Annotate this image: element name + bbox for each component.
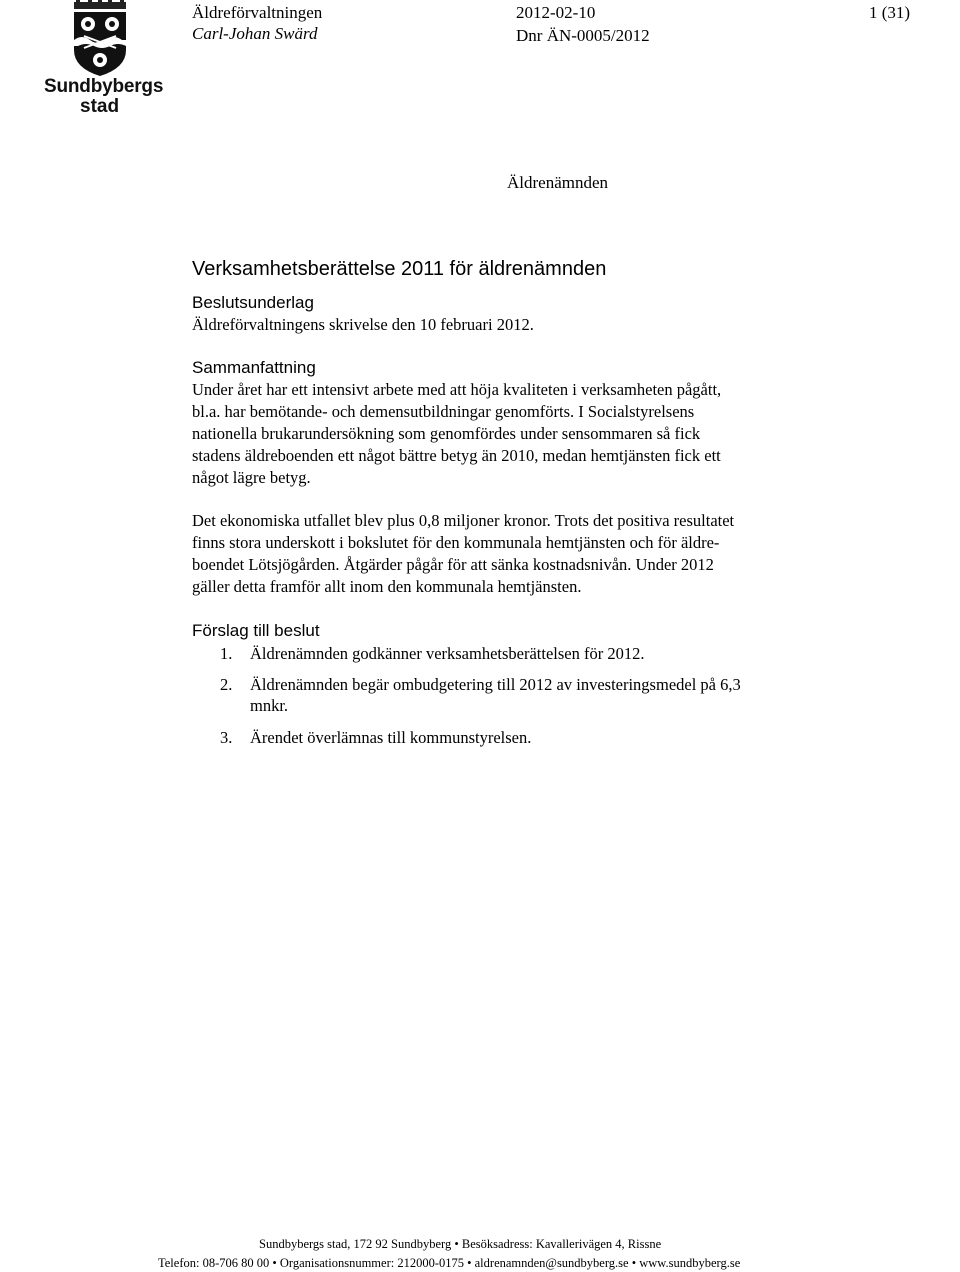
proposal-item-line: Äldrenämnden godkänner verksamhetsberättelsen för 2012. <box>250 644 645 663</box>
logo-text-line1: Sundbybergs <box>44 76 164 97</box>
proposal-item-line: Äldrenämnden begär ombudgetering till 2012 av investeringsmedel på 6,3 <box>250 675 741 694</box>
basis-heading: Beslutsunderlag <box>192 293 314 312</box>
header-dnr: Dnr ÄN-0005/2012 <box>516 26 650 45</box>
header-org: Äldreförvaltningen <box>192 3 323 22</box>
proposal-heading: Förslag till beslut <box>192 621 320 640</box>
summary-p2-line: gäller detta framför allt inom den kommunala hemtjänsten. <box>192 577 582 596</box>
header-author: Carl-Johan Swärd <box>192 24 318 43</box>
proposal-item-number: 3. <box>220 728 233 747</box>
summary-p1-line: något lägre betyg. <box>192 468 311 487</box>
summary-p1-line: bl.a. har bemötande- och demensutbildningar genomförts. I Socialstyrelsens <box>192 402 695 421</box>
summary-paragraph-1 <box>192 379 832 489</box>
proposal-item <box>250 727 531 748</box>
summary-p2-line: finns stora underskott i bokslutet för den kommunala hemtjänsten och för äldre- <box>192 533 720 552</box>
logo-text-line2: stad <box>80 96 120 117</box>
summary-p1-line: Under året har ett intensivt arbete med att höja kvaliteten i verksamheten pågått, <box>192 380 722 399</box>
header-date: 2012-02-10 <box>516 3 596 22</box>
footer-address: Sundbybergs stad, 172 92 Sundbyberg • Besöksadress: Kavallerivägen 4, Rissne <box>259 1237 662 1251</box>
proposal-item <box>250 643 645 664</box>
document-title: Verksamhetsberättelse 2011 för äldrenämnden <box>192 258 607 280</box>
footer-contact: Telefon: 08-706 80 00 • Organisationsnummer: 212000-0175 • aldrenamnden@sundbyberg.se • www.sundbyberg.se <box>158 1256 741 1270</box>
page-number: 1 (31) <box>869 3 911 22</box>
proposal-item-number: 2. <box>220 675 233 694</box>
summary-paragraph-2 <box>192 510 832 598</box>
proposal-item-line: Ärendet överlämnas till kommunstyrelsen. <box>250 728 532 747</box>
sundbybergs-stad-logo <box>44 0 164 122</box>
recipient: Äldrenämnden <box>507 173 609 192</box>
coat-of-arms-icon <box>44 0 156 80</box>
summary-p2-line: Det ekonomiska utfallet blev plus 0,8 miljoner kronor. Trots det positiva resultatet <box>192 511 735 530</box>
proposal-item <box>250 674 741 716</box>
proposal-item-line: mnkr. <box>250 696 289 715</box>
proposal-item-number: 1. <box>220 644 233 663</box>
summary-p1-line: stadens äldreboenden ett något bättre betyg än 2010, medan hemtjänsten fick ett <box>192 446 721 465</box>
summary-p2-line: boendet Lötsjögården. Åtgärder pågår för att sänka kostnadsnivån. Under 2012 <box>192 555 714 574</box>
summary-p1-line: nationella brukarundersökning som genomfördes under sensommaren så fick <box>192 424 701 443</box>
summary-heading: Sammanfattning <box>192 358 316 377</box>
basis-text: Äldreförvaltningens skrivelse den 10 februari 2012. <box>192 315 534 334</box>
